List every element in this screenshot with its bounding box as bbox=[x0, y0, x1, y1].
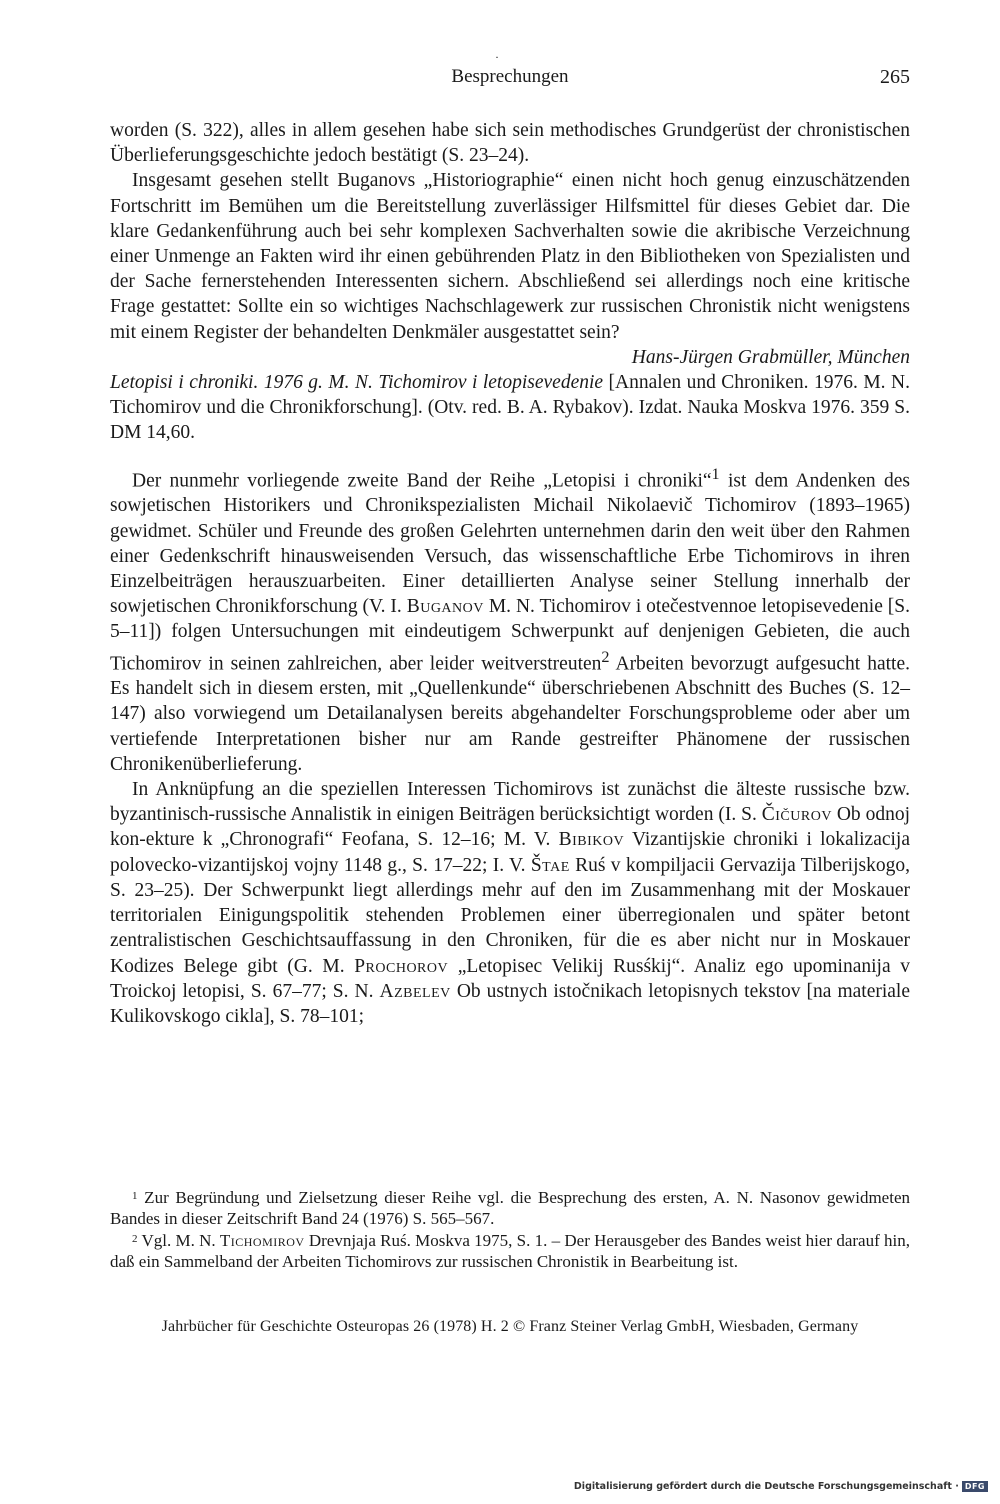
reviewer-signature: Hans-Jürgen Grabmüller, München bbox=[631, 346, 910, 368]
digitization-text: Digitalisierung gefördert durch die Deutsche Forschungsgemeinschaft · bbox=[573, 1481, 959, 1492]
footnote-2: $^2$ Vgl. M. N. Tichomirov Drevnjaja Ruś. Moskva 1975, S. 1. – Der Herausgeber des Bandes weist hier darauf hin, daß ein Sammelband der Arbeiten Tichomirovs zur russischen Chronistik in Bearbeitung ist. bbox=[110, 1231, 910, 1271]
page-number: 265 bbox=[880, 66, 910, 88]
author-name: Tichomirov bbox=[219, 1231, 305, 1250]
author-name: Čičurov bbox=[761, 804, 832, 826]
author-name: Bibikov bbox=[558, 829, 625, 851]
citation-title: Letopisi i chroniki. 1976 g. M. N. Tichomirov i letopisevedenie bbox=[110, 372, 604, 394]
page-mark-dot: · bbox=[495, 50, 499, 64]
review2-paragraph-2: In Anknüpfung an die speziellen Interessen Tichomirovs ist zunächst die älteste russische bzw. byzantinisch-russische Annalistik in einigen Beiträgen berücksichtigt worden (I. S. Čičurov Ob odnoj kon-ekture k „Chronografi“ Feofana, S. 12–16; M. V. Bibikov Vizantijskie chroniki i lokalizacija polovecko-vizantijskoj vojny 1148 g., S. 17–22; I. V. Štae Ruś v kompiljacii Gervazija Tilberijskogo, S. 23–25). Der Schwerpunkt liegt allerdings mehr auf den im Zusammenhang mit der Moskauer territorialen Einigungspolitik stehenden Problemen einer überregionalen und später betont zentralistischen Geschichtsauffassung in den Chroniken, für die es aber nicht nur in Moskauer Kodizes Belege gibt (G. M. Prochorov „Letopisec Velikij Rusśkij“. Analiz ego upominanija v Troickoj letopisi, S. 67–77; S. N. Azbelev Ob ustnych istočnikach letopisnych tekstov [na materiale Kulikovskogo cikla], S. 78–101; bbox=[110, 779, 910, 1027]
footnote-ref-1: 1 bbox=[711, 464, 720, 483]
review1-paragraph-2: Insgesamt gesehen stellt Buganovs „Historiographie“ einen nicht hoch genug einzuschätzenden Fortschritt im Bemühen um die Bereitstellung zuverlässiger Hilfsmittel für dieses Gebiet dar. Die klare Gedankenführung auch bei sehr komplexen Sachverhalten sowie die akribische Verzeichnung einer Unmenge an Fakten wird ihr einen gebührenden Platz in den Bibliotheken von Spezialisten und der Sache fernerstehenden Interessenten sichern. Abschließend sei allerdings noch eine kritische Frage gestattet: Sollte ein so wichtiges Nachschlagewerk zur russischen Chronistik nicht wenigstens mit einem Register der behandelten Denkmäler ausgestattet sein? bbox=[110, 170, 910, 343]
dfg-logo: DFG bbox=[962, 1481, 988, 1492]
page-header bbox=[110, 62, 910, 96]
review2-citation bbox=[110, 370, 910, 446]
running-title: Besprechungen bbox=[451, 66, 569, 87]
journal-imprint: Jahrbücher für Geschichte Osteuropas 26 (1978) H. 2 © Franz Steiner Verlag GmbH, Wiesbaden, Germany bbox=[161, 1318, 859, 1335]
author-name: Štae bbox=[530, 854, 570, 876]
footnote-1: $^1$ Zur Begründung und Zielsetzung dieser Reihe vgl. die Besprechung des ersten, A. N. Nasonov gewidmeten Bandes in dieser Zeitschrift Band 24 (1976) S. 565–567. bbox=[110, 1188, 910, 1228]
footnotes bbox=[110, 1186, 910, 1272]
review2-paragraph-1: Der nunmehr vorliegende zweite Band der Reihe „Letopisi i chroniki“$^1$ ist dem Andenken des sowjetischen Historikers und Chronikspezialisten Michail Nikolaevič Tichomirov (1893–1965) gewidmet. Schüler und Freunde des großen Gelehrten unternehmen darin den weit über den Rahmen einer Gedenkschrift hinausweisenden Versuch, das wissenschaftliche Erbe Tichomirovs in ihren Einzelbeiträgen herauszuarbeiten. Einer detaillierten Analyse seiner Stellung innerhalb der sowjetischen Chronikforschung (V. I. Buganov M. N. Tichomirov i otečestvennoe letopisevedenie [S. 5–11]) folgen Untersuchungen mit eindeutigem Schwerpunkt auf denjenigen Gebieten, die auch Tichomirov in seinen zahlreichen, aber leider weitverstreuten$^2$ Arbeiten bevorzugt aufgesucht hatte. Es handelt sich in diesem ersten, mit „Quellenkunde“ überschriebenen Abschnitt des Buches (S. 12–147) also vorwiegend um Detailanalysen bereits abgehandelter Forschungsprobleme oder aber um vertiefende Interpretationen bisher nur am Rande gestreifter Phänomene der russischen Chronikenüberlieferung. bbox=[110, 464, 911, 775]
citation-details: [Annalen und Chroniken. 1976. M. N. Tichomirov und die Chronikforschung]. (Otv. red. B. A. Rybakov). Izdat. Nauka Moskva 1976. 359 S. DM 14,60. bbox=[110, 372, 910, 444]
digitization-credit bbox=[574, 1481, 988, 1492]
main-text bbox=[110, 118, 910, 1029]
author-name: Azbelev bbox=[379, 980, 451, 1002]
footnote-ref-2: 2 bbox=[601, 647, 610, 666]
author-name: Prochorov bbox=[354, 955, 449, 977]
author-name: Buganov bbox=[406, 596, 484, 618]
review1-paragraph-1: worden (S. 322), alles in allem gesehen habe sich sein methodisches Grundgerüst der chronistischen Überlieferungsgeschichte jedoch bestätigt (S. 23–24). bbox=[110, 120, 910, 167]
